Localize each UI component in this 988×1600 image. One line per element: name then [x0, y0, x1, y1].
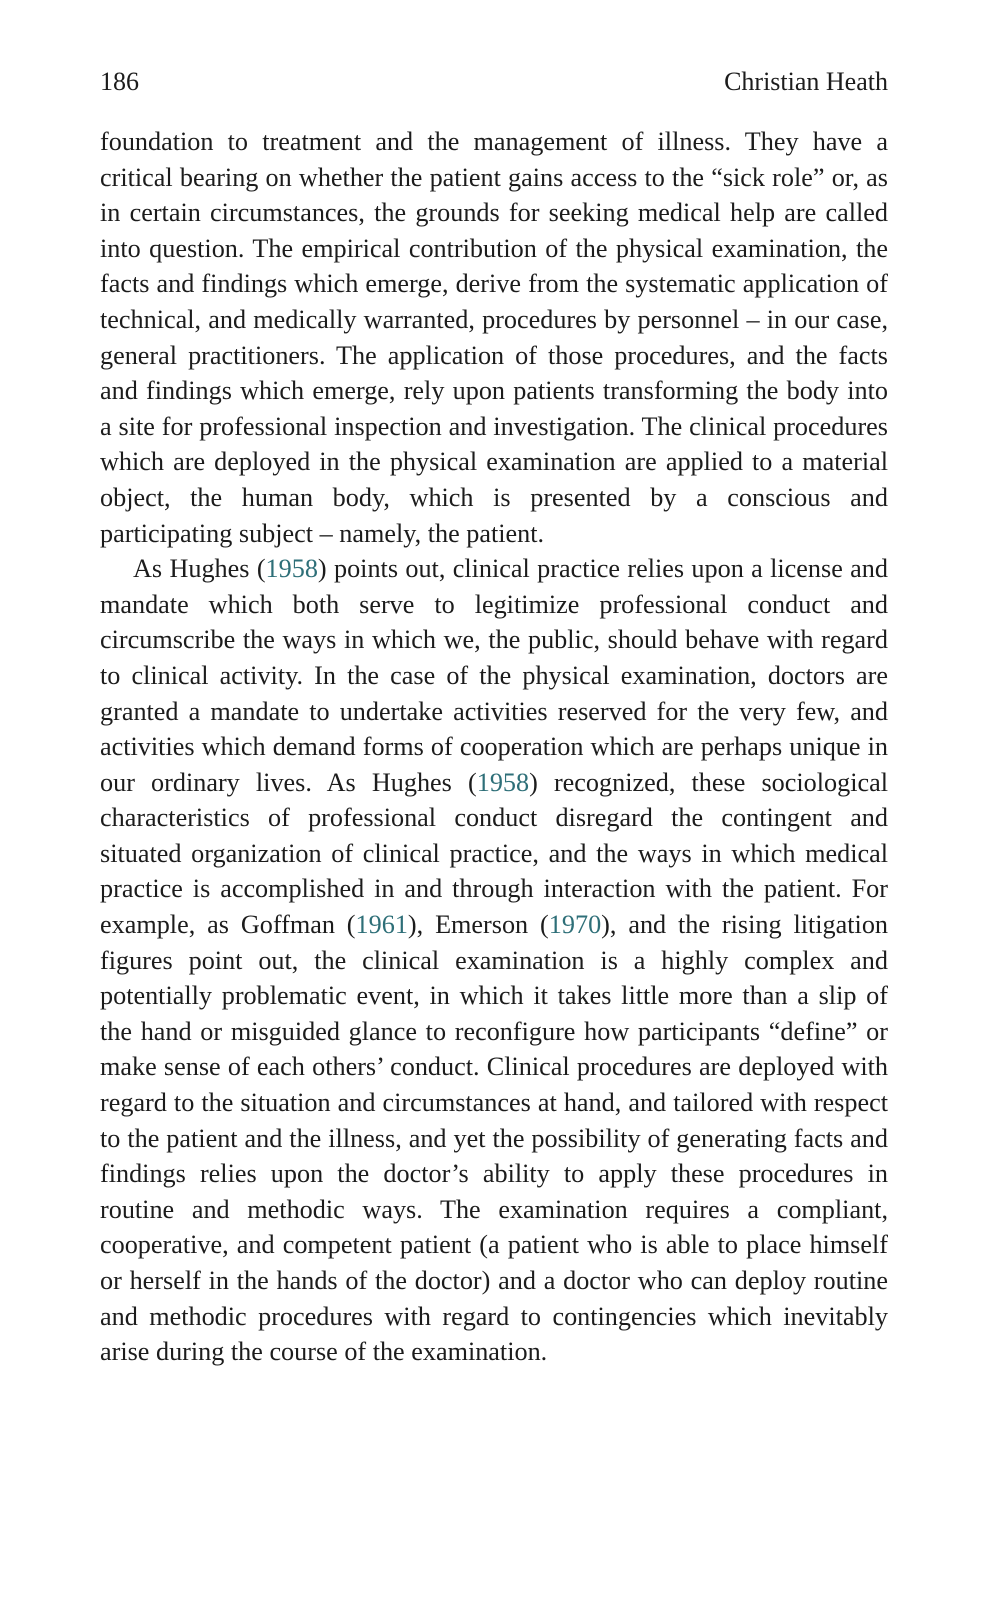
citation-hughes-1958[interactable]: 1958 [476, 767, 530, 797]
running-head [100, 64, 888, 100]
citation-goffman-1961[interactable]: 1961 [355, 910, 408, 940]
body-text [100, 124, 888, 1370]
paragraph-2-text: ) points out, clinical practice relies upon a license and mandate which both serve to legitimize professional conduct and circumscribe the ways in which we, the public, should behave with regard to clinical activity. In the case of the physical examination, doctors are granted a mandate to undertake activities reserved for the very few, and activities which demand forms of cooperation which are perhaps unique in our ordinary lives. As Hughes ( [100, 554, 888, 797]
running-title: Christian Heath [724, 67, 888, 96]
citation-emerson-1970[interactable]: 1970 [548, 910, 602, 940]
paragraph-2-text: ), and the rising litigation figures point out, the clinical examination is a highly complex and potentially problematic event, in which it takes little more than a slip of the hand or misguided glance to reconfigure how participants “define” or make sense of each others’ conduct. Clinical procedures are deployed with regard to the situation and circumstances at hand, and tailored with respect to the patient and the illness, and yet the possibility of generating facts and findings relies upon the doctor’s ability to apply these procedures in routine and methodic ways. The examination requires a compliant, cooperative, and competent patient (a patient who is able to place himself or herself in the hands of the doctor) and a doctor who can deploy routine and methodic procedures with regard to contingencies which inevitably arise during the course of the examination. [100, 910, 889, 1367]
paragraph-2-text: As Hughes ( [133, 554, 266, 584]
paragraph-2 [100, 551, 888, 1370]
citation-hughes-1958[interactable]: 1958 [265, 554, 318, 584]
paragraph-2-text: ), Emerson ( [407, 910, 549, 940]
paragraph-2-text: ) recognized, these sociological characteristics of professional conduct disregard the contingent and situated organization of clinical practice, and the ways in which medical practice is accomplished in and through interaction with the patient. For example, as Goffman ( [100, 767, 888, 940]
paragraph-1: foundation to treatment and the management of illness. They have a critical bearing on whether the patient gains access to the “sick role” or, as in certain circumstances, the grounds for seeking medical help are called into question. The empirical contribution of the physical examination, the facts and findings which emerge, derive from the systematic application of technical, and medically warranted, procedures by personnel – in our case, general practitioners. The application of those procedures, and the facts and findings which emerge, rely upon patients transforming the body into a site for professional inspection and investigation. The clinical procedures which are deployed in the physical examination are applied to a material object, the human body, which is presented by a conscious and participating subject – namely, the patient. [100, 127, 888, 548]
page-number: 186 [100, 67, 139, 96]
